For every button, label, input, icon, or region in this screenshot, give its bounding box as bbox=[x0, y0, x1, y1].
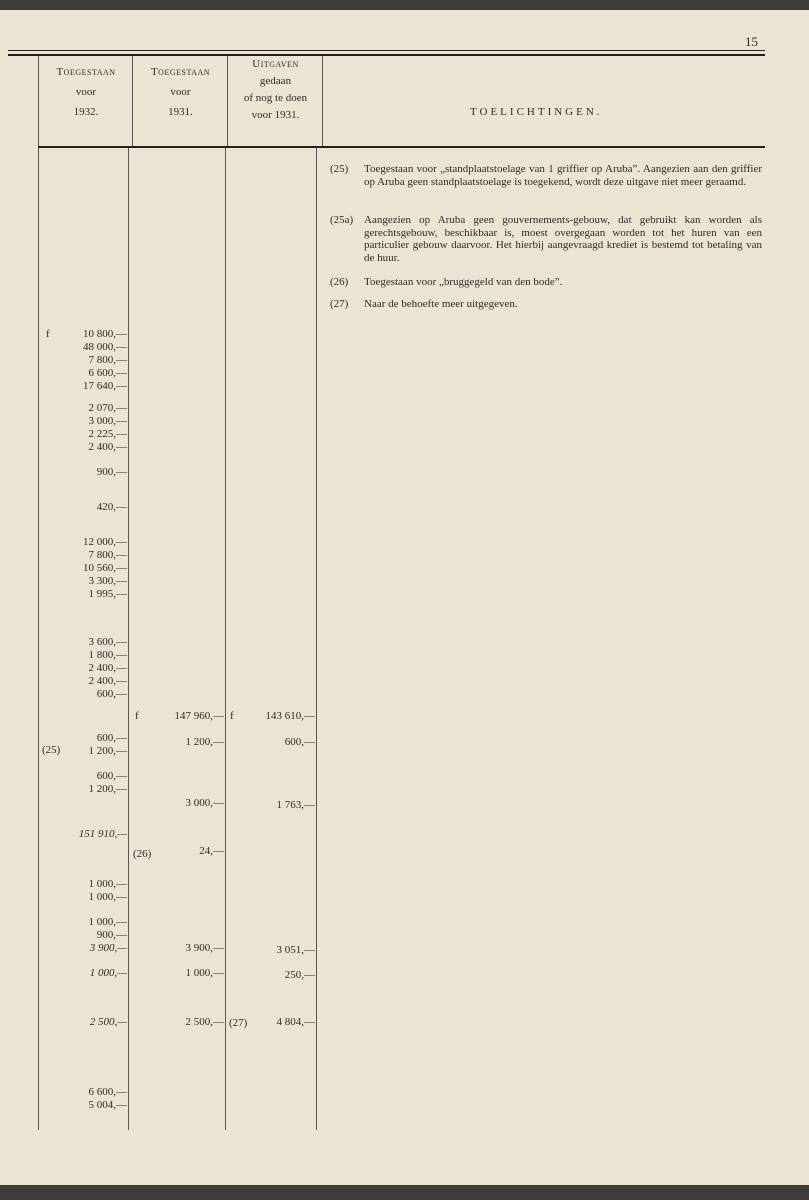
col1-value-1000: 1 000,— bbox=[89, 967, 127, 979]
col1-group-f: 600,— 1 200,— bbox=[88, 770, 127, 795]
header-col-toegestaan-1931: Toegestaan voor 1931. bbox=[150, 66, 211, 118]
col1-group-d: 3 600,— 1 800,— 2 400,— 2 400,— 600,— bbox=[88, 636, 127, 700]
body-divider-2 bbox=[225, 148, 226, 1130]
col1-group-h: 1 000,— 900,— bbox=[88, 916, 127, 941]
col3-value-1763: 1 763,— bbox=[276, 799, 315, 811]
scan-border-top bbox=[0, 0, 809, 10]
col2-value-3000: 3 000,— bbox=[185, 797, 224, 809]
body-divider-3 bbox=[316, 148, 317, 1130]
document-page bbox=[0, 10, 809, 1185]
col3-value-600: 600,— bbox=[284, 736, 315, 748]
col1-value-420: 420,— bbox=[96, 501, 127, 513]
col2-value-1200: 1 200,— bbox=[185, 736, 224, 748]
col3-value-3051: 3 051,— bbox=[276, 944, 315, 956]
header-col-uitgaven: Uitgaven gedaan of nog te doen voor 1931. bbox=[243, 58, 308, 121]
header-divider-3 bbox=[322, 56, 323, 148]
page-number: 15 bbox=[745, 34, 758, 49]
note-25: (25) Toegestaan voor „standplaatstoelage van 1 griffier op Aruba”. Aangezien aan den griffier op Aruba geen standplaatstoelage is toegekend, wordt deze uitgave niet meer geraamd. bbox=[330, 163, 762, 188]
col2-value-2500: 2 500,— bbox=[185, 1016, 224, 1028]
note-27: (27) Naar de behoefte meer uitgegeven. bbox=[330, 298, 518, 310]
body-divider-left bbox=[38, 148, 39, 1130]
col3-value-250: 250,— bbox=[284, 969, 315, 981]
col2-currency: f bbox=[135, 710, 139, 722]
header-divider-2 bbox=[227, 56, 228, 148]
col1-group-b: 2 070,— 3 000,— 2 225,— 2 400,— bbox=[88, 402, 127, 453]
header-divider-1 bbox=[132, 56, 133, 148]
col1-group-e: 600,— 1 200,— bbox=[88, 732, 127, 757]
col2-marker-26: (26) bbox=[133, 848, 152, 860]
note-26: (26) Toegestaan voor „bruggegeld van den bode”. bbox=[330, 276, 563, 288]
col1-value-900: 900,— bbox=[96, 466, 127, 478]
col3-currency: f bbox=[230, 710, 234, 722]
col2-value-3900: 3 900,— bbox=[185, 942, 224, 954]
top-rule-thick bbox=[8, 54, 765, 56]
body-divider-1 bbox=[128, 148, 129, 1130]
col1-group-i: 6 600,— 5 004,— bbox=[88, 1086, 127, 1111]
header-rule bbox=[38, 146, 765, 148]
col1-value-2500: 2 500,— bbox=[89, 1016, 127, 1028]
note-25a: (25a) Aangezien op Aruba geen gouvernements-gebouw, dat gebruikt kan worden als gerechtsgebouw, beschikbaar is, moest overgegaan worden tot het huren van een particulier gebouw daarvoor. Het hierbij aangevraagd krediet is bestemd tot betaling van de huur. bbox=[330, 214, 762, 264]
col1-value-3900: 3 900,— bbox=[89, 942, 127, 954]
col3-marker-27: (27) bbox=[229, 1017, 248, 1029]
col1-total: 151 910,— bbox=[78, 828, 127, 840]
col2-value-24: 24,— bbox=[199, 845, 224, 857]
top-rule-thin bbox=[8, 50, 765, 51]
col2-value-1000: 1 000,— bbox=[185, 967, 224, 979]
col1-group-g: 1 000,— 1 000,— bbox=[88, 878, 127, 903]
col3-total: 143 610,— bbox=[265, 710, 315, 722]
col1-group-a: 10 800,— 48 000,— 7 800,— 6 600,— 17 640,— bbox=[83, 328, 127, 392]
col1-currency: f bbox=[46, 328, 50, 340]
col1-marker-25: (25) bbox=[42, 744, 61, 756]
col2-total: 147 960,— bbox=[174, 710, 224, 722]
col1-group-c: 12 000,— 7 800,— 10 560,— 3 300,— 1 995,— bbox=[83, 536, 127, 600]
header-col-toelichtingen: TOELICHTINGEN. bbox=[470, 106, 603, 118]
header-col-toegestaan-1932: Toegestaan voor 1932. bbox=[56, 66, 116, 118]
scan-border-bottom bbox=[0, 1185, 809, 1200]
header-divider-left bbox=[38, 56, 39, 148]
col3-value-4804: 4 804,— bbox=[276, 1016, 315, 1028]
